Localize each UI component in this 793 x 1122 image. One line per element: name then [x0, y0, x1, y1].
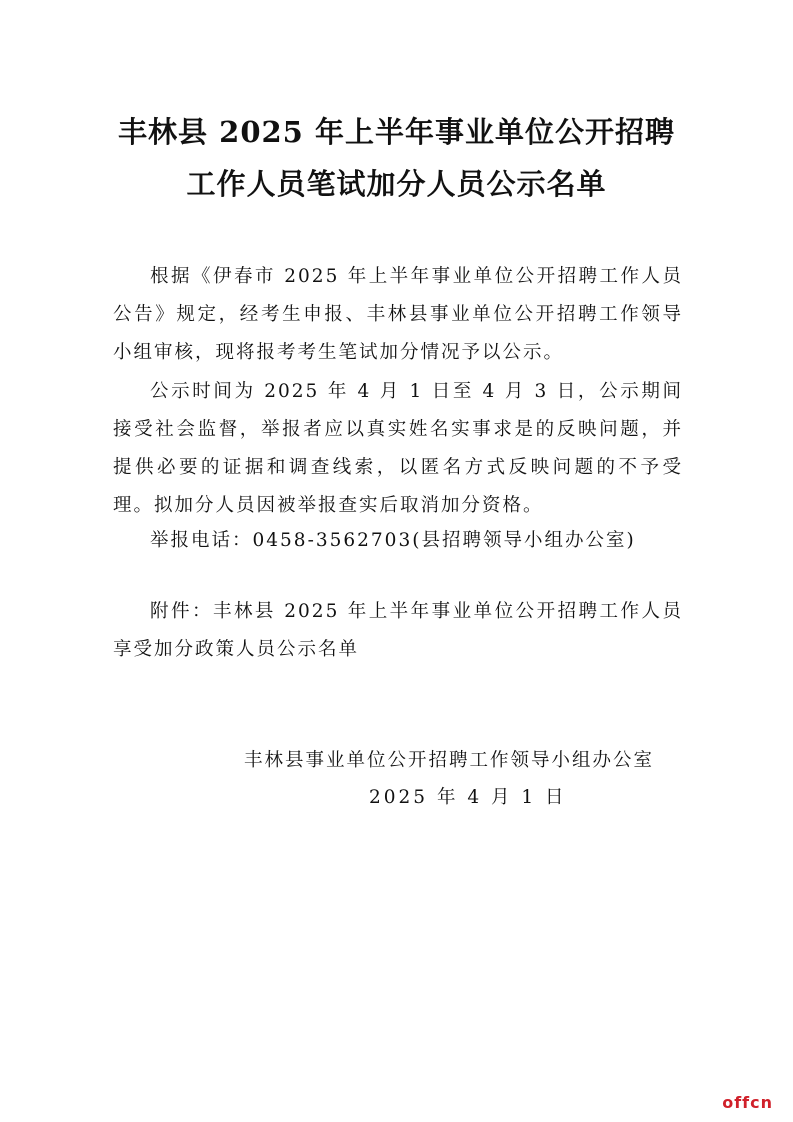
paragraph-publicity-period: 公示时间为 2025 年 4 月 1 日至 4 月 3 日，公示期间接受社会监督，举报者应以真实姓名实事求是的反映问题，并提供必要的证据和调查线索，以匿名方式反映问题的不予受理。拟加分人员因被举报查实后取消加分资格。 [113, 381, 683, 516]
document-title-line-2: 工作人员笔试加分人员公示名单 [186, 167, 607, 201]
signature-organization: 丰林县事业单位公开招聘工作领导小组办公室 [244, 750, 655, 771]
paragraph-report-phone: 举报电话：0458-3562703(县招聘领导小组办公室) [150, 530, 636, 551]
paragraph-basis: 根据《伊春市 2025 年上半年事业单位公开招聘工作人员公告》规定，经考生申报、丰林县事业单位公开招聘工作领导小组审核，现将报考考生笔试加分情况予以公示。 [113, 266, 683, 363]
offcn-logo: offcn [722, 1093, 773, 1112]
signature-date: 2025 年 4 月 1 日 [369, 787, 567, 808]
document-title-line-1: 丰林县 2025 年上半年事业单位公开招聘 [118, 115, 675, 149]
paragraph-attachment: 附件：丰林县 2025 年上半年事业单位公开招聘工作人员享受加分政策人员公示名单 [113, 601, 683, 660]
